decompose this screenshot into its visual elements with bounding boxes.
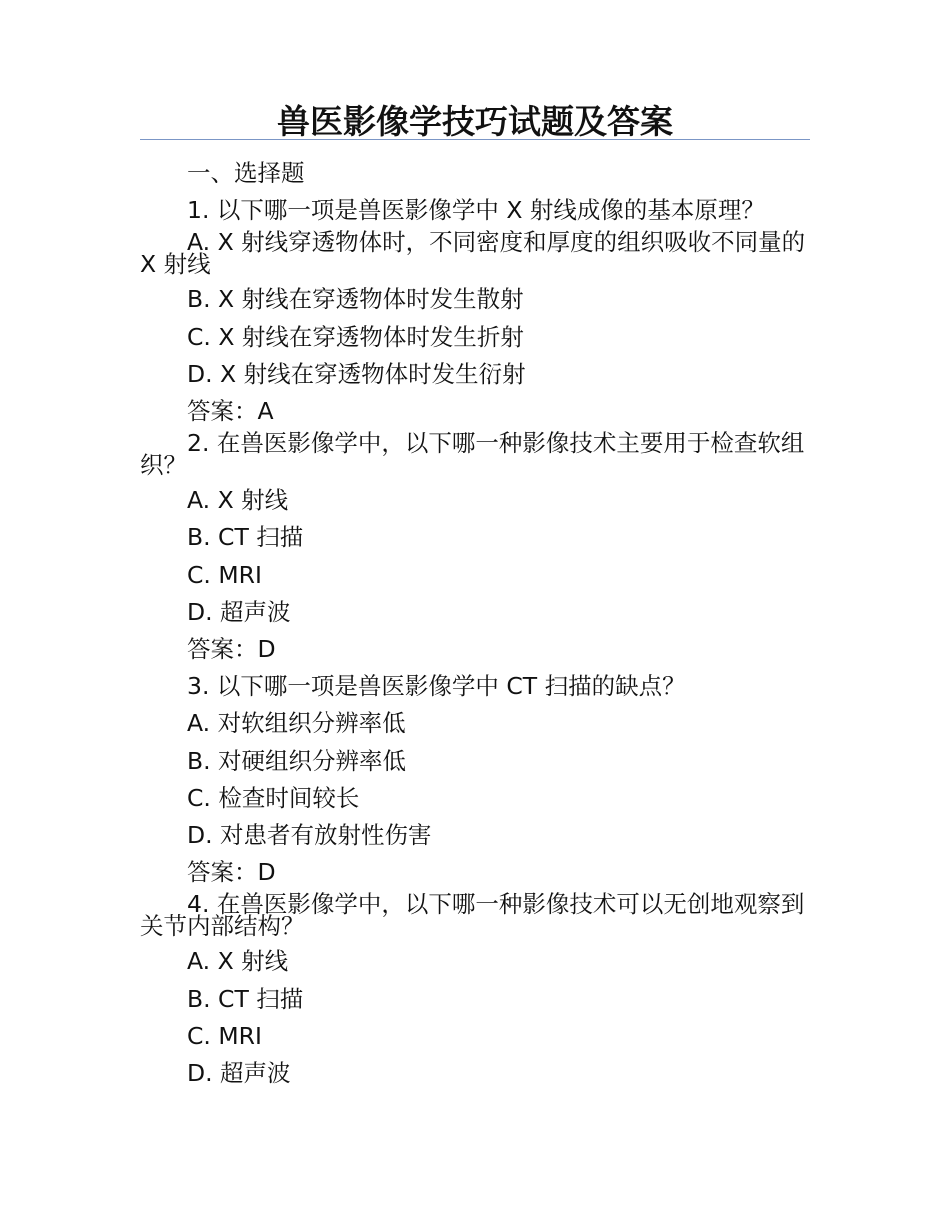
answer-option: A. X 射线: [187, 947, 289, 976]
answer-option: C. 检查时间较长: [187, 783, 360, 812]
answer-option: B. 对硬组织分辨率低: [187, 746, 407, 775]
correct-answer: 答案：D: [187, 635, 276, 664]
answer-option: C. X 射线在穿透物体时发生折射: [187, 322, 524, 351]
question-stem: 2. 在兽医影像学中，以下哪一种影像技术主要用于检查软组织？: [140, 429, 805, 480]
title-underline: [140, 139, 810, 140]
section-heading: 一、选择题: [187, 159, 305, 187]
answer-option: B. CT 扫描: [187, 984, 304, 1013]
answer-option: A. X 射线: [187, 486, 289, 515]
question-stem: 1. 以下哪一项是兽医影像学中 X 射线成像的基本原理？: [187, 196, 765, 225]
correct-answer: 答案：D: [187, 858, 276, 887]
answer-option: C. MRI: [187, 1021, 262, 1050]
answer-option: C. MRI: [187, 560, 262, 589]
answer-option: D. 超声波: [187, 597, 291, 626]
correct-answer: 答案：A: [187, 397, 274, 426]
answer-option: B. CT 扫描: [187, 523, 304, 552]
question-stem: 3. 以下哪一项是兽医影像学中 CT 扫描的缺点？: [187, 672, 686, 701]
document-body: [140, 155, 810, 1092]
answer-option: D. 超声波: [187, 1059, 291, 1088]
answer-option: D. 对患者有放射性伤害: [187, 821, 432, 850]
answer-option: A. 对软组织分辨率低: [187, 709, 406, 738]
answer-option: A. X 射线穿透物体时，不同密度和厚度的组织吸收不同量的 X 射线: [140, 228, 806, 279]
answer-option: D. X 射线在穿透物体时发生衍射: [187, 359, 526, 388]
answer-option: B. X 射线在穿透物体时发生散射: [187, 285, 524, 314]
question-stem: 4. 在兽医影像学中，以下哪一种影像技术可以无创地观察到关节内部结构？: [140, 890, 805, 941]
document-title: 兽医影像学技巧试题及答案: [277, 102, 673, 141]
